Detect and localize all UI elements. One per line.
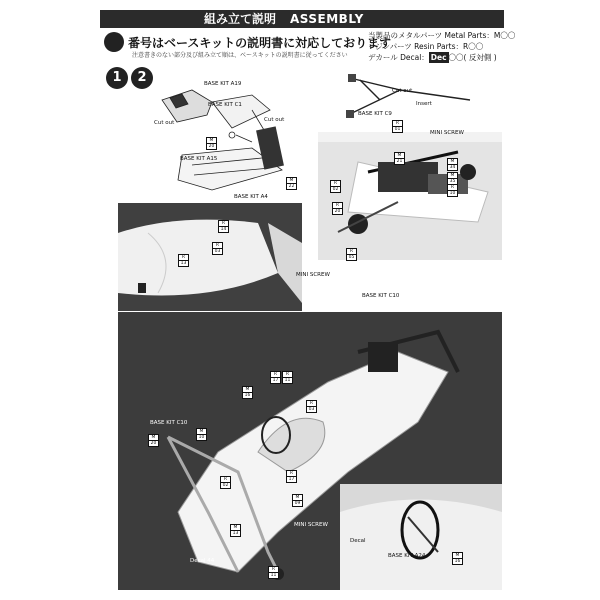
title-en: ASSEMBLY — [290, 12, 364, 26]
callout-tag: R 14 — [218, 220, 229, 233]
callout-tag: R 17 — [270, 371, 281, 384]
callout-tag: R 10 — [447, 184, 458, 197]
parts-legend — [368, 30, 515, 63]
photo-rear-suspension — [318, 132, 502, 260]
label-cut-out-3: Cut out — [392, 88, 413, 94]
label-decal-inset: Decal — [350, 538, 366, 544]
callout-tag: R 17 — [286, 470, 297, 483]
callout-tag: M 34 — [447, 158, 458, 171]
label-base-kit-a4: BASE KIT A4 — [234, 194, 268, 200]
legend-decal-prefix: デカール Decal： — [368, 53, 429, 62]
label-base-kit-a24: BASE KIT A24 — [388, 553, 426, 559]
label-decal-44: Decal 44 — [190, 558, 215, 564]
callout-tag: R 20 — [332, 202, 343, 215]
photo-sidepod — [118, 203, 302, 311]
parts-drawing-b — [340, 70, 480, 130]
legend-resin: レジンパーツ Resin Parts：R〇〇 — [368, 42, 484, 51]
instruction-sheet — [100, 10, 516, 590]
label-base-kit-a19: BASE KIT A19 — [204, 81, 242, 87]
label-base-kit-c1: BASE KIT C1 — [208, 102, 242, 108]
parts-drawing-a — [152, 70, 302, 210]
callout-tag: R 13 — [178, 254, 189, 267]
callout-tag: R 02 — [330, 180, 341, 193]
label-base-kit-c9: BASE KIT C9 — [358, 111, 392, 117]
label-mini-screw-2: MINI SCREW — [296, 272, 330, 278]
callout-tag: M 20 — [206, 137, 217, 150]
callout-tag: R 11 — [268, 566, 279, 579]
label-cut-out-1: Cut out — [154, 120, 175, 126]
legend-metal: 当製品のメタルパーツ Metal Parts：M〇〇 — [368, 31, 516, 40]
callout-tag: M 35 — [447, 172, 458, 185]
callout-tag: M 10 — [196, 428, 207, 441]
callout-tag: M 16 — [242, 386, 253, 399]
callout-tag: R 05 — [346, 248, 357, 261]
step-1-badge: 1 — [106, 67, 128, 89]
callout-tag: M 09 — [292, 494, 303, 507]
legend-decal-tag: Dec — [430, 53, 447, 62]
legend-decal-suffix: 〇〇( 反対側 ) — [448, 53, 497, 62]
callout-tag: M 13 — [230, 524, 241, 537]
title-jp: 組み立て説明 — [204, 12, 277, 26]
callout-tag: R 02 — [220, 476, 231, 489]
step-2-badge: 2 — [131, 67, 153, 89]
legend-decal — [368, 52, 515, 63]
callout-tag: M 16 — [452, 552, 463, 565]
header-bar — [100, 10, 504, 28]
label-base-kit-c10-1: BASE KIT C10 — [362, 293, 400, 299]
label-base-kit-a15: BASE KIT A15 — [180, 156, 218, 162]
label-cut-out-2: Cut out — [264, 117, 285, 123]
callout-tag: R 11 — [282, 371, 293, 384]
callout-tag: R 03 — [306, 400, 317, 413]
notice-main: 番号はベースキットの説明書に対応しております — [128, 36, 392, 50]
photo-main-chassis — [118, 312, 502, 590]
label-mini-screw-1: MINI SCREW — [430, 130, 464, 136]
callout-tag: M 22 — [286, 177, 297, 190]
notice-bullet-icon — [104, 32, 124, 52]
label-mini-screw-3: MINI SCREW — [294, 522, 328, 528]
callout-tag: M 20 — [148, 434, 159, 447]
callout-tag: R 01 — [392, 120, 403, 133]
notice-sub: 注意書きのない部分及び組み立て順は、ベースキットの説明書に従ってください — [132, 52, 348, 59]
callout-tag: M 21 — [394, 152, 405, 165]
label-insert: Insert — [416, 101, 432, 107]
callout-tag: R 03 — [212, 242, 223, 255]
label-base-kit-c10-2: BASE KIT C10 — [150, 420, 188, 426]
